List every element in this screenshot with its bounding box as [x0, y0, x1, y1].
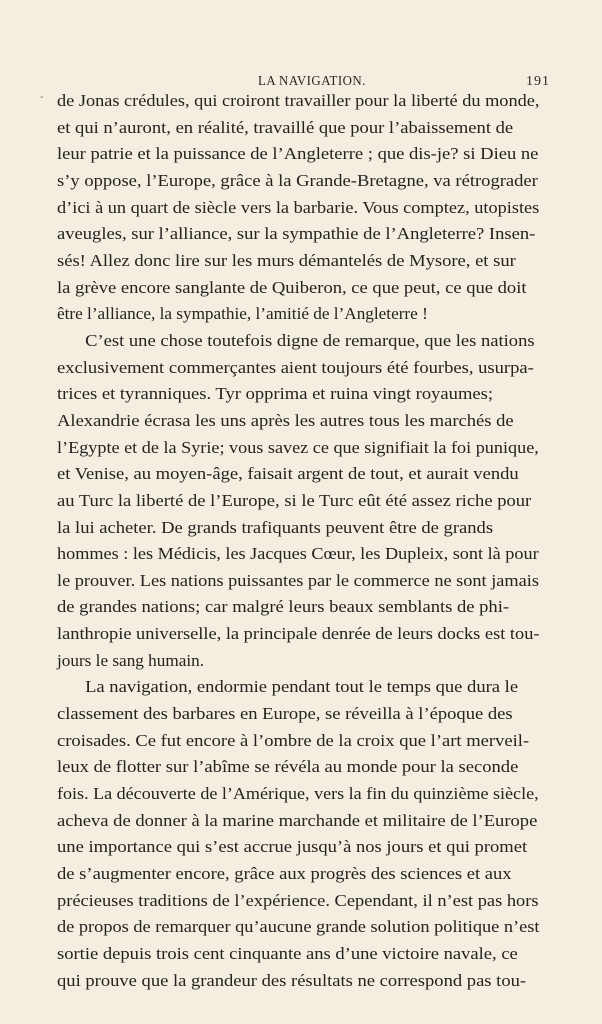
text-line: s’y oppose, l’Europe, grâce à la Grande-Bretagne, va rétrograder — [57, 170, 538, 190]
text-line: C’est une chose toutefois digne de remarque, que les nations — [85, 330, 535, 350]
running-head: LA NAVIGATION. — [258, 74, 366, 89]
text-line: précieuses traditions de l’expérience. Cependant, il n’est pas hors — [57, 890, 539, 910]
margin-mark: - — [40, 92, 44, 103]
text-line: de s’augmenter encore, grâce aux progrès des sciences et aux — [57, 864, 512, 884]
text-line: qui prouve que la grandeur des résultats ne correspond pas tou- — [57, 970, 527, 990]
text-line: de Jonas crédules, qui croiront travailler pour la liberté du monde, — [57, 91, 540, 110]
text-line: lanthropie universelle, la principale denrée de leurs docks est tou- — [57, 624, 540, 644]
text-line: fois. La découverte de l’Amérique, vers la fin du quinzième siècle, — [57, 784, 539, 804]
body-text — [57, 88, 539, 994]
text-line: une importance qui s’est accrue jusqu’à nos jours et qui promet — [57, 837, 528, 857]
text-line: croisades. Ce fut encore à l’ombre de la croix que l’art merveil- — [57, 730, 530, 750]
text-line: aveugles, sur l’alliance, sur la sympathie de l’Angleterre? Insen- — [57, 224, 536, 244]
text-line: hommes : les Médicis, les Jacques Cœur, les Dupleix, sont là pour — [57, 544, 539, 564]
text-line: de propos de remarquer qu’aucune grande solution politique n’est — [57, 917, 540, 937]
text-line: sortie depuis trois cent cinquante ans d’une victoire navale, ce — [57, 944, 518, 963]
text-line: leur patrie et la puissance de l’Angleterre ; que dis-je? si Dieu ne — [57, 144, 539, 164]
text-line: La navigation, endormie pendant tout le temps que dura le — [85, 677, 519, 697]
page-number: 191 — [526, 74, 550, 89]
text-line: Alexandrie écrasa les uns après les autres tous les marchés de — [57, 410, 514, 430]
text-line: le prouver. Les nations puissantes par le commerce ne sont jamais — [57, 570, 539, 590]
text-line: acheva de donner à la marine marchande et militaire de l’Europe — [57, 810, 538, 830]
text-line: au Turc la liberté de l’Europe, si le Turc eût été assez riche pour — [57, 490, 532, 510]
text-line: et qui n’auront, en réalité, travaillé que pour l’abaissement de — [57, 117, 514, 137]
text-line: leux de flotter sur l’abîme se révéla au monde pour la seconde — [57, 757, 519, 777]
text-line: la grève encore sanglante de Quiberon, ce que peut, ce que doit — [57, 277, 527, 297]
text-line: l’Egypte et de la Syrie; vous savez ce que signifiait la foi punique, — [57, 437, 539, 457]
text-line: sés! Allez donc lire sur les murs démantelés de Mysore, et sur — [57, 250, 516, 270]
text-line: et Venise, au moyen-âge, faisait argent de tout, et aurait vendu — [57, 464, 519, 484]
text-line: jours le sang humain. — [57, 650, 205, 670]
text-line: d’ici à un quart de siècle vers la barbarie. Vous comptez, utopistes — [57, 197, 540, 217]
text-line: classement des barbares en Europe, se réveilla à l’époque des — [57, 704, 513, 724]
text-line: être l’alliance, la sympathie, l’amitié de l’Angleterre ! — [57, 304, 428, 324]
text-line: de grandes nations; car malgré leurs beaux semblants de phi- — [57, 597, 510, 617]
text-line: la lui acheter. De grands trafiquants peuvent être de grands — [57, 517, 494, 537]
text-line: trices et tyranniques. Tyr opprima et ruina vingt royaumes; — [57, 384, 494, 404]
text-line: exclusivement commerçantes aient toujours été fourbes, usurpa- — [57, 357, 534, 377]
